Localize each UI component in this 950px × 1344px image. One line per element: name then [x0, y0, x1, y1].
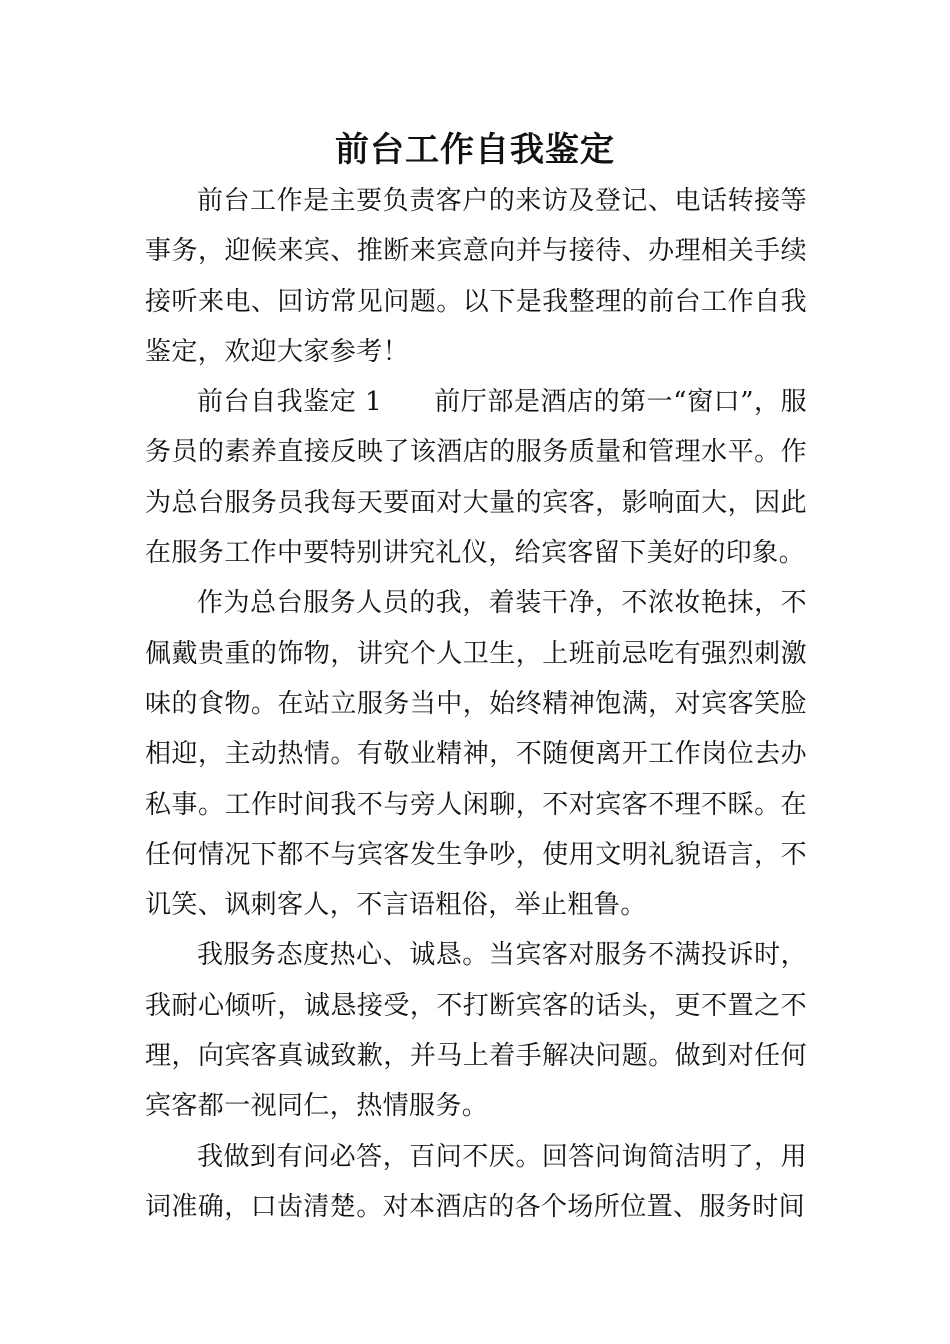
section-label: 前台自我鉴定 1: [197, 387, 383, 418]
document-title: 前台工作自我鉴定: [335, 130, 615, 170]
document-body: [145, 176, 807, 1232]
body-paragraph-appearance: 作为总台服务人员的我，着装干净，不浓妆艳抹，不佩戴贵重的饰物，讲究个人卫生，上班前忌吃有强烈刺激味的食物。在站立服务当中，始终精神饱满，对宾客笑脸相迎，主动热情。有敬业精神，不随便离开工作岗位去办私事。工作时间我不与旁人闲聊，不对宾客不理不睬。在任何情况下都不与宾客发生争吵，使用文明礼貌语言，不讥笑、讽刺客人，不言语粗俗，举止粗鲁。: [145, 588, 807, 921]
section-1-text: 前厅部是酒店的第一“窗口”，服务员的素养直接反映了该酒店的服务质量和管理水平。作为总台服务员我每天要面对大量的宾客，影响面大，因此在服务工作中要特别讲究礼仪，给宾客留下美好的印象。: [145, 387, 807, 569]
body-paragraph-inquiries: 我做到有问必答，百问不厌。回答问询简洁明了，用词准确，口齿清楚。对本酒店的各个场所位置、服务时间: [145, 1141, 807, 1222]
body-paragraph-attitude: 我服务态度热心、诚恳。当宾客对服务不满投诉时，我耐心倾听，诚恳接受，不打断宾客的话头，更不置之不理，向宾客真诚致歉，并马上着手解决问题。做到对任何宾客都一视同仁，热情服务。: [145, 940, 807, 1122]
section-1-paragraph: [145, 377, 807, 578]
intro-paragraph: 前台工作是主要负责客户的来访及登记、电话转接等事务，迎候来宾、推断来宾意向并与接待、办理相关手续接听来电、回访常见问题。以下是我整理的前台工作自我鉴定，欢迎大家参考！: [145, 186, 807, 367]
